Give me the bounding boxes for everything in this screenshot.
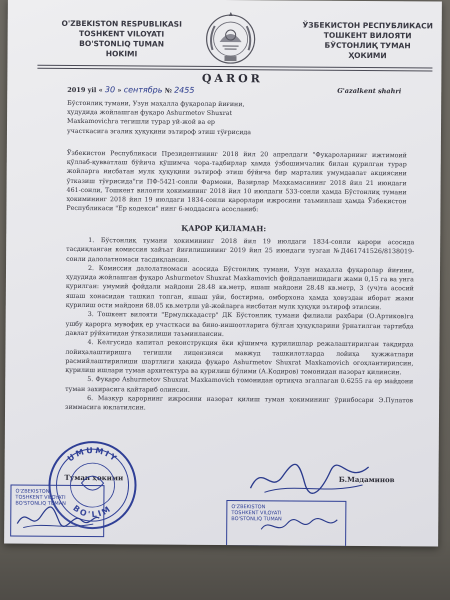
document-title: QAROR xyxy=(201,71,263,86)
stamp-left xyxy=(10,485,104,538)
header-left xyxy=(51,19,191,60)
document-page xyxy=(4,0,442,547)
state-emblem-icon xyxy=(202,10,258,68)
signature-name: Б.Мадаминов xyxy=(338,474,395,485)
decision-item: 5. Фуқаро Ashurmetov Shuxrat Maxkamovich томонидан ортиқча эгаллаган 0.6255 га ер майдони туман захирасига қайтариб олинсин. xyxy=(65,376,414,394)
date-day: 30 xyxy=(104,85,116,95)
handwritten-signature-main xyxy=(244,458,374,499)
number-label: № xyxy=(164,86,172,95)
header-left-line: BO'STONLIQ TUMAN xyxy=(79,38,165,49)
date-middle: » xyxy=(117,86,122,95)
stamp-line: O'ZBEKISTON xyxy=(231,504,266,511)
decision-heading: ҚАРОР ҚИЛАМАН: xyxy=(181,223,267,234)
header-divider-thin xyxy=(37,68,432,72)
decision-item: 2. Комиссия далолатномаси асосида Бўстонлиқ тумани, Узун маҳалла фуқаролар йиғини, ҳудудида жойлашган фуқаро Ashurmetov Shuxrat Maxkamovich фойдаланишидаги жами 0,15 га ва унга қурилган: умумий фойдали майдони 28.48 кв.метр, яшаш майдони 28.48 кв.метр, 3 (уч)та асосий яшаш хонасидан ташкил топган, яшаш уйи, бостирма, омборхона ҳамда ҳовуздан иборат жами қурилиш ости майдони 68.05 кв.метрли уй-жойларга нисбатан мулк ҳуқуқи эътироф этилсин. xyxy=(65,264,415,312)
stamp-line: BO'STONLIQ TUMAN xyxy=(231,516,282,523)
stamp-right xyxy=(226,500,346,546)
header-right-line: ТОШКЕНТ ВИЛОЯТИ xyxy=(323,30,412,41)
decision-item: 4. Келгусида капитал реконструкция ёки қўшимча қурилишлар режалаштирилган тақдирда лойиҳалаштиришга тегишли лицензияси мавжуд ташкилотларда лойиҳа ҳужжатлари расмийлаштирилиши шартлиги ҳақида фуқаро Ashurmetov Shuxrat Maxkamovich огоҳлантирилсин, қурилиш ишлари туман архитектура ва қурилиш бўлими (А.Кодиров) томонидан назорат қилинсин. xyxy=(65,339,414,377)
stamp-line: TOSHKENT VILOYATI xyxy=(15,494,66,501)
place-name: G'azalkent shahri xyxy=(337,86,402,96)
seal-bottom-text: BO'LIM xyxy=(71,503,114,520)
stamp-line: O'ZBEKISTON xyxy=(15,488,50,495)
header-right-line: ҲОКИМИ xyxy=(348,50,387,61)
decision-item: 6. Мазкур қарорнинг ижросини назорат қилиш туман ҳокимининг ўринбосари Э.Пулатов зиммасига юклатилсин. xyxy=(65,395,414,412)
header-left-line: TOSHKENT VILOYATI xyxy=(79,28,165,39)
stamp-line: TOSHKENT VILOYATI xyxy=(231,510,282,517)
handwritten-signature-left xyxy=(13,502,101,535)
header-left-line: HOKIMI xyxy=(105,49,138,59)
header-left-line: O'ZBEKISTON RESPUBLIKASI xyxy=(61,18,182,29)
floor-background xyxy=(0,540,450,600)
date-month: сентябрь xyxy=(123,85,163,95)
header-right-line: ЎЗБЕКИСТОН РЕСПУБЛИКАСИ xyxy=(302,20,433,31)
stamp-line: BO'STONLIQ TUMAN xyxy=(15,500,66,507)
decision-items xyxy=(65,236,414,415)
date-line xyxy=(67,85,194,95)
header-right-line: БЎСТОНЛИҚ ТУМАН xyxy=(324,40,411,51)
signature-title: Туман ҳокими xyxy=(64,472,124,483)
decree-subject: Бўстонлиқ тумани, Узун маҳалла фуқаролар йиғини, ҳудудида жойлашган фуқаро Ashurmetov Shuxrat Maxkamovichга тегишли турар уй-жой ва ер участкасига эгалик ҳуқуқини эътироф этиш тўғрисида xyxy=(66,99,252,136)
handwritten-date xyxy=(257,509,341,542)
document-number: 2455 xyxy=(174,85,195,95)
header-right xyxy=(297,21,437,62)
svg-text:UMUMIY xyxy=(66,446,120,464)
date-prefix: 2019 yil « xyxy=(67,85,103,95)
decision-item: 3. Тошкент вилояти "Ермулккадастр" ДК Бўстонлиқ тумани филиали раҳбари (О.Артиков)га ушбу қарорга мувофиқ ер участкаси ва бино-иншоотларига бўлган ҳуқуқларини ўрнатилган тартибда давлат рўйхатидан ўтказилиши таъминлансин. xyxy=(65,311,414,338)
decision-item: 1. Бўстонлиқ тумани ҳокимининг 2018 йил 19 июлдаги 1834-сонли қарори асосида тасдиқланган комиссия хайъат йиғилишининг 2019 йил 25 июндаги тузган №Д461741526/8138019-сонли далолатномаси тасдиқлансин. xyxy=(66,237,415,264)
decree-preamble: Ўзбекистон Республикаси Президентининг 2018 йил 20 апрелдаги "Фуқароларнинг ижтимоий қўллаб-қувватлаш бўйича қўшимча чора-тадбирлар ҳамда ўзбошимчалик билан қурилган турар жойларга нисбатан мулк ҳуқуқини эътироф этиш бўйича бир марталик умумдавлат акциясини ўтказиш тўғрисида"ги ПФ-5421-сонли Фармони, Вазирлар Маҳкамасининг 2018 йил 21 июндаги 461-сонли, Тошкент вилояти ҳокимининг 2018 йил 10 июлдаги 533-сонли ҳамда Бўстонлиқ тумани ҳокимининг 2018 йил 19 июлдаги 1834-сонли қарорлари ижросини таъминлаш ҳамда Ўзбекистон Республикаси "Ер кодекси" нинг 6-моддасига асосланиб: xyxy=(66,149,407,214)
seal-top-text: UMUMIY xyxy=(65,445,120,464)
